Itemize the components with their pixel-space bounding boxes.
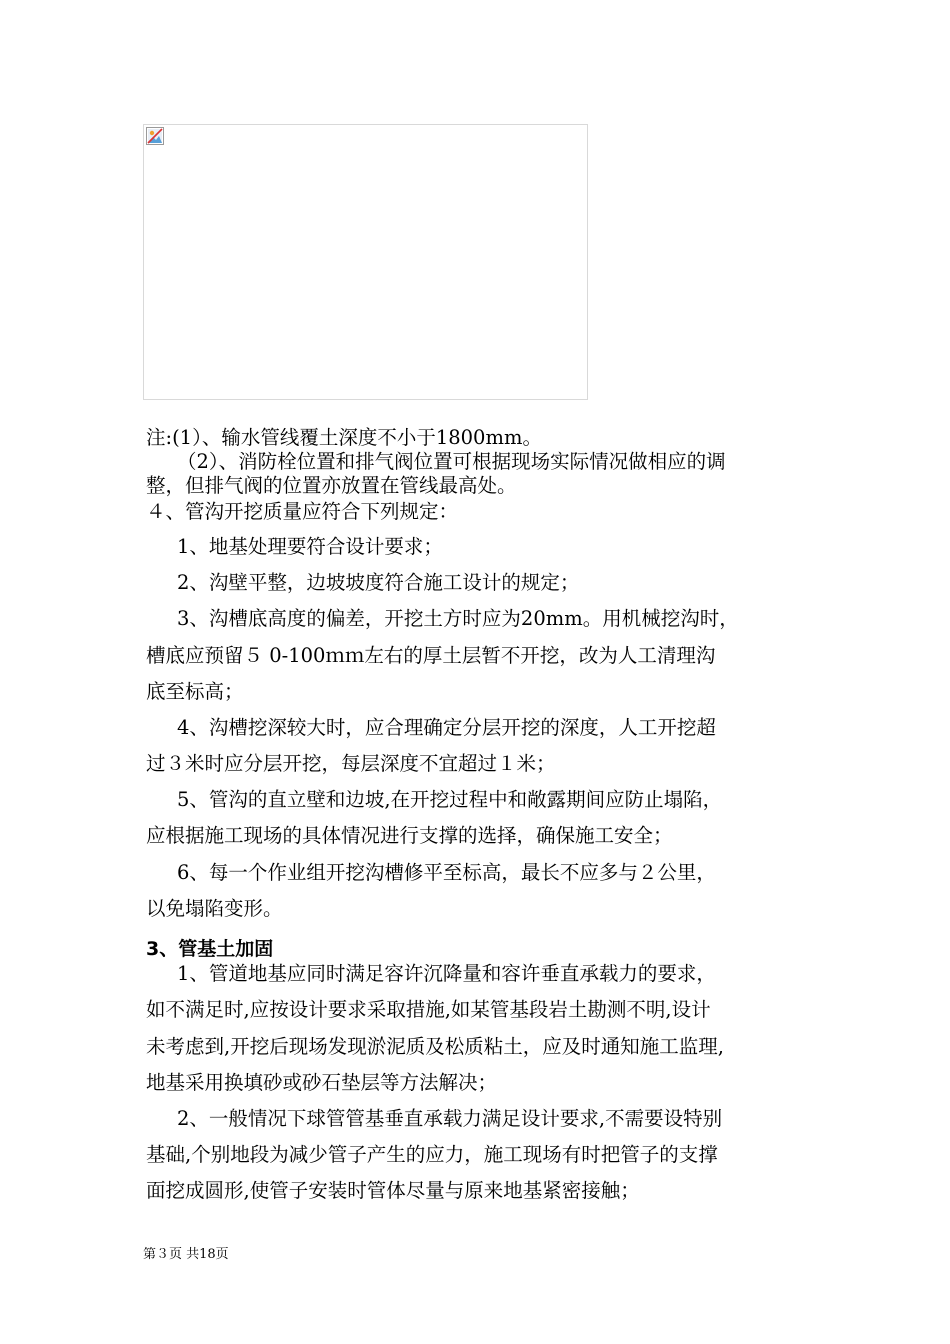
paragraph-line: 过３米时应分层开挖，每层深度不宜超过１米； [146,752,556,775]
paragraph-line: 6、每一个作业组开挖沟槽修平至标高，最长不应多与２公里， [177,861,716,884]
paragraph-line: 槽底应预留５ 0-100ｍｍ左右的厚土层暂不开挖，改为人工清理沟 [146,644,716,667]
paragraph-line: 5、管沟的直立壁和边坡,在开挖过程中和敞露期间应防止塌陷， [177,788,723,811]
section-heading-3: 3、管基土加固 [146,938,274,960]
paragraph-line: 应根据施工现场的具体情况进行支撑的选择，确保施工安全； [146,824,673,847]
note-line-2: （2）、消防栓位置和排气阀位置可根据现场实际情况做相应的调 [177,450,726,473]
broken-image-icon [146,127,164,145]
note-line-1: 注:(1）、输水管线覆土深度不小于1800mm。 [146,426,542,449]
paragraph-line: 面挖成圆形,使管子安装时管体尽量与原来地基紧密接触； [146,1179,640,1202]
paragraph-line: 如不满足时,应按设计要求采取措施,如某管基段岩土勘测不明,设计 [146,998,711,1021]
paragraph-line: 以免塌陷变形。 [146,897,283,920]
section-heading-4: ４、管沟开挖质量应符合下列规定： [146,500,459,523]
paragraph-line: 地基采用换填砂或砂石垫层等方法解决； [146,1071,498,1094]
paragraph-line: 1、地基处理要符合设计要求； [177,535,443,558]
paragraph-line: 4、沟槽挖深较大时，应合理确定分层开挖的深度，人工开挖超 [177,716,716,739]
note-line-3: 整，但排气阀的位置亦放置在管线最高处。 [146,474,517,497]
paragraph-line: 未考虑到,开挖后现场发现淤泥质及松质粘土，应及时通知施工监理, [146,1035,724,1058]
paragraph-line: 2、沟壁平整，边坡坡度符合施工设计的规定； [177,571,580,594]
page-footer: 第３页 共18页 [143,1247,229,1262]
paragraph-line: 3、沟槽底高度的偏差，开挖土方时应为20mm。用机械挖沟时， [177,607,739,630]
paragraph-line: 2、一般情况下球管管基垂直承载力满足设计要求,不需要设特别 [177,1107,723,1130]
paragraph-line: 基础,个别地段为减少管子产生的应力，施工现场有时把管子的支撑 [146,1143,718,1166]
paragraph-line: 1、管道地基应同时满足容许沉降量和容许垂直承载力的要求， [177,962,716,985]
paragraph-line: 底至标高； [146,680,244,703]
figure-placeholder [143,124,588,400]
